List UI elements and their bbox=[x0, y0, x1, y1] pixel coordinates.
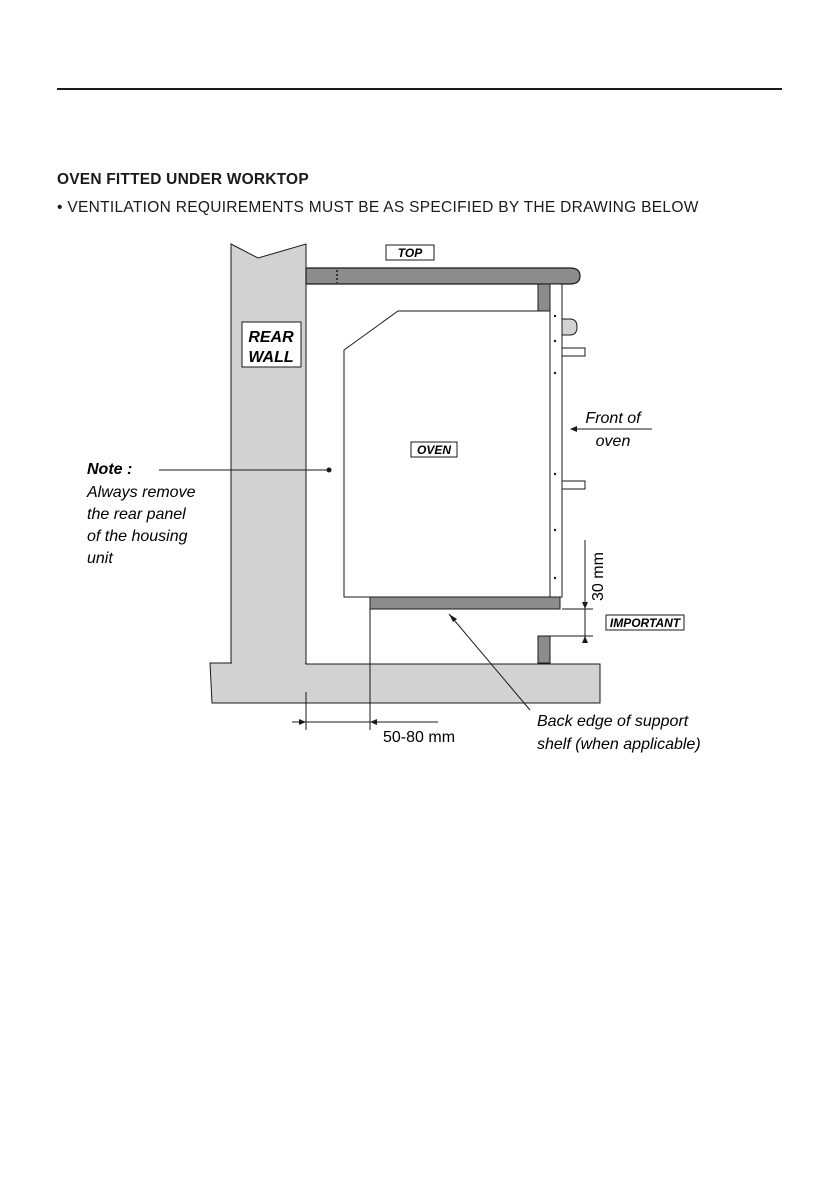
back-edge-label-line1: Back edge of support bbox=[537, 713, 689, 730]
section-heading: OVEN FITTED UNDER WORKTOP bbox=[57, 171, 309, 188]
note-text-line4: unit bbox=[87, 550, 113, 567]
door-handle-lower bbox=[562, 481, 585, 489]
note-text-line1: Always remove bbox=[87, 484, 196, 501]
note-text-line3: of the housing bbox=[87, 528, 188, 545]
control-knob bbox=[562, 319, 577, 335]
top-label: TOP bbox=[397, 246, 423, 260]
important-label: IMPORTANT bbox=[609, 616, 681, 630]
front-of-oven-label-line2: oven bbox=[595, 433, 631, 450]
rear-wall-label-line2: WALL bbox=[248, 349, 294, 366]
height-dimension-label: 30 mm bbox=[590, 552, 607, 601]
worktop bbox=[306, 268, 580, 284]
gap-dimension-arrow-left bbox=[299, 719, 306, 725]
back-edge-label-line2: shelf (when applicable) bbox=[537, 736, 701, 753]
note-leader-dot bbox=[327, 468, 332, 473]
height-dimension-arrow-bottom bbox=[582, 636, 588, 643]
oven-label: OVEN bbox=[416, 443, 452, 457]
gap-dimension-arrow-right bbox=[370, 719, 377, 725]
support-shelf bbox=[370, 597, 560, 609]
cabinet-front-post-bottom bbox=[538, 636, 550, 663]
ventilation-requirement-text: • VENTILATION REQUIREMENTS MUST BE AS SPECIFIED BY THE DRAWING BELOW bbox=[57, 199, 699, 216]
door-handle-upper bbox=[562, 348, 585, 356]
back-edge-arrowhead bbox=[449, 614, 457, 622]
rear-wall bbox=[231, 244, 306, 692]
floor-slab bbox=[210, 663, 600, 703]
height-dimension-arrow-top bbox=[582, 602, 588, 609]
rear-wall-label-line1: REAR bbox=[248, 329, 294, 346]
front-of-oven-label-line1: Front of bbox=[585, 410, 641, 427]
note-text-line2: the rear panel bbox=[87, 506, 186, 523]
front-of-oven-arrowhead bbox=[570, 426, 577, 432]
gap-dimension-label: 50-80 mm bbox=[383, 729, 456, 746]
oven-door bbox=[550, 284, 562, 597]
cabinet-front-post-top bbox=[538, 284, 550, 311]
note-title: Note : bbox=[87, 461, 133, 478]
